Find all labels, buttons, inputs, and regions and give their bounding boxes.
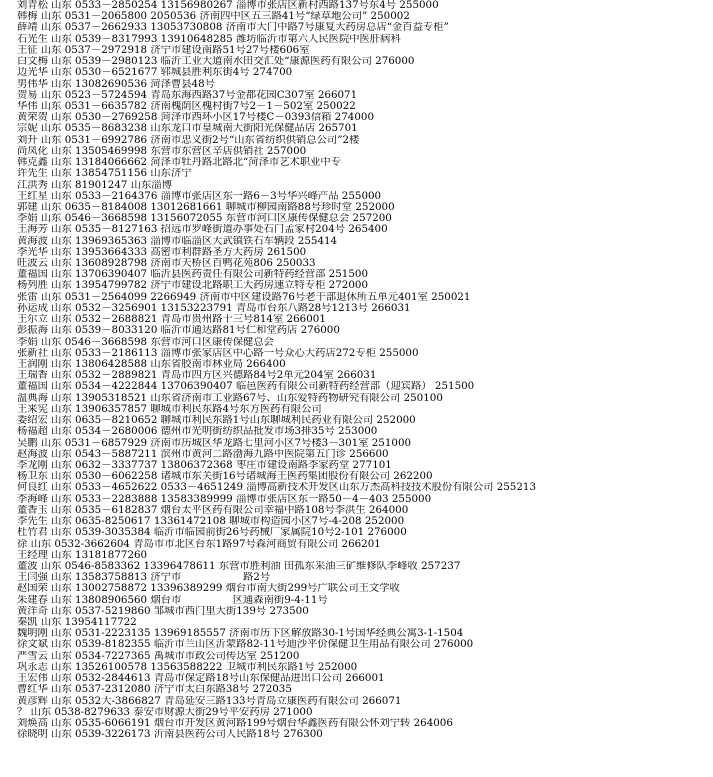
contact-entry-line: 刘升 山东 0531－6992786 济南市忠义街2号“山东省纺织供销总公司”2楼 bbox=[17, 134, 360, 146]
contact-entry-line: 王闫强 山东 13583758813 济宁市 路2号 bbox=[17, 572, 271, 584]
contact-entry-line: 巩永志 山东 13526100578 13563588222 卫城市利民东路1号 252000 bbox=[17, 661, 358, 673]
contact-entry-line: 董福国 山东 0534－4222844 13706390407 临邑医药有限公司新特药经营部（迎宾路） 251500 bbox=[17, 381, 475, 393]
contact-entry-line: 吴鹏 山东 0531－6857929 济南市历城区华龙路七里河小区7号楼3－301室 251000 bbox=[17, 437, 412, 449]
contact-entry-line: 华伟 山东 0531－6635782 济南槐荫区槐村街7号2－1－502室 250022 bbox=[17, 100, 356, 112]
contact-entry-line: 曹红华 山东 0537-2312080 济宁市太白东路38号 272035 bbox=[17, 684, 292, 696]
contact-entry-line: 黄洋奇 山东 0537-5219860 邹城市西门里大街139号 273500 bbox=[17, 605, 309, 617]
contact-entry-line: 委绍宏 山东 0635－8210652 聊城市利民东路1号山东聊城利民药业有限公司 252000 bbox=[17, 415, 416, 427]
contact-entry-line: 李光华 山东 13953664333 高密市利群路圣方大药房 261500 bbox=[17, 246, 307, 258]
contact-entry-line: 何良红 山东 0533－4652622 0533－4651249 淄博高新技术开发区山东万杰高科技技术股份有限公司 255213 bbox=[17, 482, 537, 494]
contact-entry-line: 李海峰 山东 0533－2283888 13583389999 淄博市张店区东一路50－4－403 255000 bbox=[17, 493, 432, 505]
contact-entry-line: 宗妮 山东 0535－8683238 山东龙口市皇城南大街阳光保健品店 265701 bbox=[17, 123, 358, 135]
contact-entry-line: 石光生 山东 0539－8317993 13910648285 潍坊临沂市第六人民医院中医肝病科 bbox=[17, 33, 401, 45]
contact-entry-line: 杨福超 山东 0534－2680006 德州市光明街纺织品批发市场3排35号 253000 bbox=[17, 426, 378, 438]
contact-entry-line: 黄彦辉 山东 0532大-3866827 青岛延安三路133号青岛立康医药有限公司 266071 bbox=[17, 695, 402, 707]
contact-entry-line: 薛靖 山东 0537－2662933 13053730808 济南市大门中路7号康复大药房总店“金百益专柜” bbox=[17, 22, 449, 34]
contact-entry-line: 徐文斌 山东 0539-8182355 临沂市兰山区沂蒙路82-11号迪沙平价保健卫生用品有限公司 276000 bbox=[17, 639, 474, 651]
contact-entry-line: 严雪云 山东 0534-7227365 禹城市市政公司传达室 251200 bbox=[17, 650, 300, 662]
contact-entry-line: 刘焕高 山东 0535-6066191 烟台市开发区黄河路199号烟台华鑫医药有限公怀刘宁转 264006 bbox=[17, 718, 453, 729]
contact-entry-line: 李龙刚 山东 0632－3337737 13806372368 枣庄市建设南路李家药堂 277101 bbox=[17, 459, 392, 471]
contact-entry-line: 王来宪 山东 13906357857 聊城市利民东路4号东方医药有限公司 bbox=[17, 403, 322, 415]
contact-entry-line: 尚凤化 山东 13505469998 东营市东营区辛店供销社 257000 bbox=[17, 145, 307, 157]
contact-entry-line: 孙运成 山东 0532－3256901 13153223791 青岛市台东八路28号1213号 266031 bbox=[17, 302, 411, 314]
contact-entry-line: 白文梅 山东 0539－2980123 临沂工业大道南水田交汇处“康源医药有限公司 276000 bbox=[17, 56, 415, 68]
contact-entry-line: 赵海波 山东 0543－5887211 滨州市黄河二路渤海九路中医院第五门诊 256600 bbox=[17, 448, 389, 460]
contact-entry-line: 赵国荣 山东 13002758872 13396389299 烟台市南大街299号广联公司王文学收 bbox=[17, 583, 400, 595]
contact-entry-line: 杜竹君 山东 0539-3035384 临沂市临园前街26号药械厂家属院10号2-101 276000 bbox=[17, 527, 407, 539]
contact-entry-line: 韩克鑫 山东 13184066662 菏泽市牡丹路北路北“菏泽市艺术职业中专 bbox=[17, 157, 341, 169]
contact-entry-line: 张新社 山东 0533－2186113 淄博市张家店区中心路一号众心大药店272专柜 255000 bbox=[17, 347, 419, 359]
contact-entry-line: 刘青松 山东 0533－2850254 13156980267 淄博市张店区新村西路137号东4号 255000 bbox=[17, 0, 439, 11]
contact-entry-line: 王尔立 山东 0532－2688821 青岛市贵州路十三号814室 266001 bbox=[17, 314, 326, 326]
contact-entry-line: 王红星 山东 0533－2164376 淄博市张店区东一路6－3号华兴峰产品 255000 bbox=[17, 190, 382, 202]
contact-entry-line: 韩梅 山东 0531－2065800 2050536 济南四中区五三路41号“绿草地公司” 250002 bbox=[17, 11, 410, 23]
contact-entry-line: 旺波云 山东 13608928798 济南市天桥区百鸭花苑806 250033 bbox=[17, 258, 316, 270]
contact-entry-line: 李娟 山东 0546－3668598 13156072055 东营市河口区康传保健总会 257200 bbox=[17, 213, 392, 225]
contact-entry-line: 王宏伟 山东 0532-2844613 青岛市保定路18号山东保健品进出口公司 266001 bbox=[17, 673, 385, 685]
contact-entry-line: 王海芳 山东 0535－8127163 招远市罗峰街道办事处石门孟家村204号 265400 bbox=[17, 224, 388, 236]
contact-entry-line: 徐晓明 山东 0539-3226173 沂南县医药公司人民路18号 276300 bbox=[17, 729, 323, 741]
contact-entry-line: 董波 山东 0546-8583362 13396478611 东营市胜利油 田孤东采油三矿维修队李峰收 257237 bbox=[17, 560, 461, 572]
contact-entry-line: 江洪秀 山东 81901247 山东淄博 bbox=[17, 179, 172, 191]
contact-entry-line: 边光华 山东 0530－6521677 郓城县胜利东街4号 274700 bbox=[17, 67, 293, 79]
contact-entry-line: 董香玉 山东 0535－6182837 烟台太平区药有限公司幸福中路108号李洪生 264000 bbox=[17, 504, 409, 516]
contact-entry-line: 徐 山东 0532-3662604 青岛市市北区台东1路97号森河商贸有限公司 266201 bbox=[17, 538, 381, 550]
contact-entry-line: 杨列胜 山东 13954799782 济宁市建设北路职工大药房速立特专柜 272000 bbox=[17, 280, 368, 292]
contact-entry-line: 黄海波 山东 13969365363 淄博市临淄区大武镇铁石车辆段 255414 bbox=[17, 235, 338, 247]
contact-entry-line: 秦凯 山东 13954117722 bbox=[17, 617, 137, 629]
contact-entry-line: 李娟 山东 0546－3668598 东营市河口区康传保健总会 bbox=[17, 336, 274, 348]
contact-entry-line: 男伟华 山东 13082690536 菏泽曹县48号 bbox=[17, 78, 215, 90]
contact-entry-line: 魏明刚 山东 0531-2223135 13969185557 济南市历下区解放路30-1号国华经典公寓3-1-1504 bbox=[17, 628, 464, 640]
contact-entry-line: 王征 山东 0537－2972918 济宁市建设南路51号27号楼606室 bbox=[17, 44, 310, 56]
contact-entry-line: 王瑞香 山东 0532－2889821 青岛市四方区兴德路84号2单元204室 266031 bbox=[17, 370, 377, 382]
contact-entry-line: 贺易 山东 0523－5724594 青岛东海西路37号金都花园C307室 266071 bbox=[17, 89, 358, 101]
contact-entry-line: 朱建春 山东 13808906560 烟台市 区通森南街9-4-11号 bbox=[17, 594, 328, 606]
contact-entry-line: 张雷 山东 0531－2564099 2266949 济南市中区建设路76号老干部退休所五单元401室 250021 bbox=[17, 291, 471, 303]
contact-entry-line: 杨卫东 山东 0530－6062258 诸城市东关街16号诸城海王医药集团股份有限公司 262200 bbox=[17, 471, 433, 483]
contact-entry-line: 黄荣贺 山东 0530－2769258 菏泽市西环小区17号楼C－0393信箱 274000 bbox=[17, 112, 374, 124]
contact-entry-line: 彭振海 山东 0539－8033120 临沂市通达路81号仁和堂药店 276000 bbox=[17, 325, 340, 337]
contact-entry-line: 温典海 山东 13905318521 山东省济南市工业路67号、山东爱特药物研究有限公司 250100 bbox=[17, 392, 443, 404]
contact-entry-line: 王润刚 山东 13806428588 山东省胶南市林业局 266400 bbox=[17, 359, 286, 370]
contact-entry-line: ？ 山东 0538-8279633 泰安市财源大街29号平安药房 271000 bbox=[17, 706, 313, 718]
contact-entry-line: 李先生 山东 0635-8250617 13361472108 聊城市构造园小区7号-4-208 252000 bbox=[17, 516, 405, 528]
contact-entry-line: 许先生 山东 13854751156 山东济宁 bbox=[17, 168, 192, 180]
contact-entry-line: 董福国 山东 13706390407 临沂县医药责任有限公司新特药经营部 251500 bbox=[17, 269, 368, 281]
contact-entry-line: 郭建 山东 0635－8184008 13012681661 聊城市柳园南路88号珍时堂 252000 bbox=[17, 201, 395, 213]
contact-entry-line: 王经理 山东 13181877260 bbox=[17, 549, 148, 561]
